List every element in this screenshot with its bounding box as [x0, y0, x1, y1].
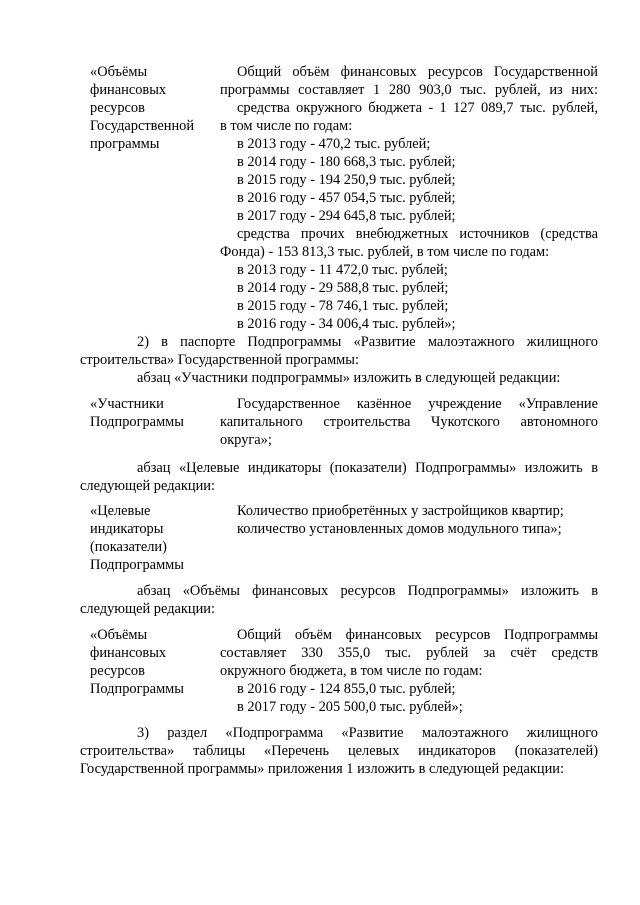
row-label: индикаторы [90, 521, 164, 537]
row-text: Общий объём финансовых ресурсов Государственной [237, 64, 598, 80]
row-label: финансовых [90, 645, 167, 661]
row-text: Количество приобретённых у застройщиков квартир; [237, 503, 564, 519]
row-text: Фонда) - 153 813,3 тыс. рублей, в том числе по годам: [220, 244, 550, 260]
row-label: Подпрограммы [90, 414, 184, 430]
paragraph-line: абзац «Участники подпрограммы» изложить в следующей редакции: [137, 370, 561, 386]
paragraph-line: абзац «Объёмы финансовых ресурсов Подпрограммы» изложить в [137, 583, 598, 599]
row-text: в 2014 году - 29 588,8 тыс. рублей; [237, 280, 449, 296]
paragraph-line: следующей редакции: [80, 601, 215, 617]
paragraph-line: 2) в паспорте Подпрограммы «Развитие малоэтажного жилищного [137, 334, 598, 350]
row-text: в 2016 году - 124 855,0 тыс. рублей; [237, 681, 456, 697]
row-text: в 2013 году - 11 472,0 тыс. рублей; [237, 262, 448, 278]
row-label: «Участники [90, 396, 164, 412]
row-label: «Объёмы [90, 627, 148, 643]
row-label: ресурсов [90, 100, 145, 116]
row-text: в 2016 году - 457 054,5 тыс. рублей; [237, 190, 456, 206]
row-text: составляет 330 355,0 тыс. рублей за счёт средств [220, 645, 598, 661]
row-text: в том числе по годам: [220, 118, 353, 134]
row-text: Государственное казённое учреждение «Управление [237, 396, 598, 412]
row-text: количество установленных домов модульного типа»; [237, 521, 562, 537]
row-text: средства прочих внебюджетных источников (средства [237, 226, 598, 242]
row-label: программы [90, 136, 160, 152]
row-text: в 2017 году - 294 645,8 тыс. рублей; [237, 208, 456, 224]
row-text: в 2016 году - 34 006,4 тыс. рублей»; [237, 316, 456, 332]
paragraph-line: 3) раздел «Подпрограмма «Развитие малоэтажного жилищного [137, 725, 598, 741]
row-label: Государственной [90, 118, 195, 134]
row-text: программы составляет 1 280 903,0 тыс. рублей, из них: [220, 82, 598, 98]
row-text: Общий объём финансовых ресурсов Подпрограммы [237, 627, 598, 643]
paragraph-line: Государственной программы» приложения 1 изложить в следующей редакции: [80, 761, 564, 777]
row-text: в 2013 году - 470,2 тыс. рублей; [237, 136, 431, 152]
row-label: Подпрограммы [90, 681, 184, 697]
row-label: (показатели) [90, 539, 167, 555]
paragraph-line: следующей редакции: [80, 478, 215, 494]
row-text: капитального строительства Чукотского автономного [220, 414, 598, 430]
row-text: в 2014 году - 180 668,3 тыс. рублей; [237, 154, 456, 170]
paragraph-line: абзац «Целевые индикаторы (показатели) Подпрограммы» изложить в [137, 460, 598, 476]
row-text: в 2015 году - 194 250,9 тыс. рублей; [237, 172, 456, 188]
paragraph-line: строительства» таблицы «Перечень целевых индикаторов (показателей) [80, 743, 598, 759]
row-text: средства окружного бюджета - 1 127 089,7 тыс. рублей, [237, 100, 598, 116]
row-label: «Объёмы [90, 64, 148, 80]
paragraph-line: строительства» Государственной программы: [80, 352, 359, 368]
row-label: финансовых [90, 82, 167, 98]
row-label: Подпрограммы [90, 557, 184, 573]
row-text: в 2017 году - 205 500,0 тыс. рублей»; [237, 699, 463, 715]
row-text: в 2015 году - 78 746,1 тыс. рублей; [237, 298, 449, 314]
row-text: окружного бюджета, в том числе по годам: [220, 663, 483, 679]
row-label: «Целевые [90, 503, 151, 519]
row-label: ресурсов [90, 663, 145, 679]
row-text: округа»; [220, 432, 272, 448]
